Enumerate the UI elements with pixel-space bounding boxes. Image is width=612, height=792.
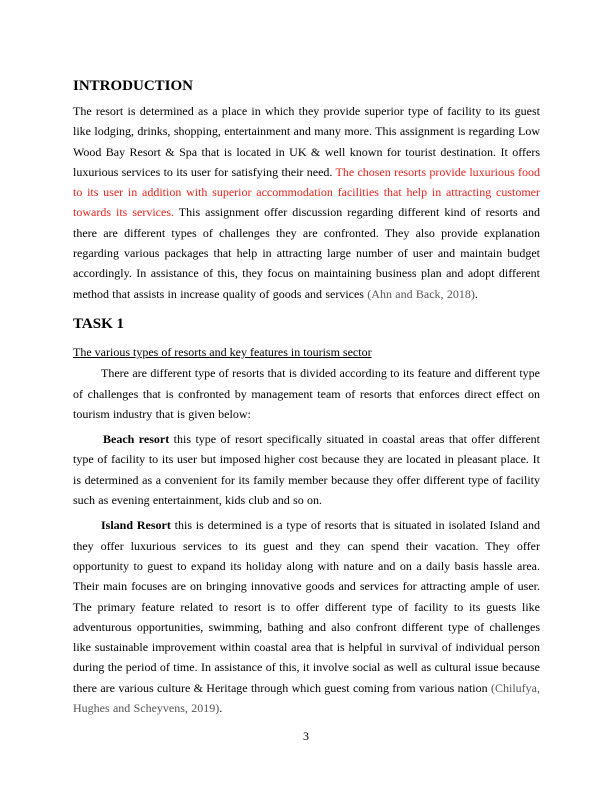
island-citation: (Chilufya, Hughes and Scheyvens, 2019) (73, 680, 540, 716)
intro-highlighted-text: The chosen resorts provide luxurious food to its user in addition with superior accommodation facilities that help in attracting customer towards its services. (73, 164, 540, 220)
introduction-heading: INTRODUCTION (73, 78, 194, 94)
island-resort-text: this is determined is a type of resorts that is situated in isolated Island and they offer luxurious services to its guest and they can spend their vacation. They offer opportunity to guest to expand its holiday along with nature and on a daily basis hassle area. Their main focuses are on bringing innovative goods and services for attracting ample of user. The primary feature related to resort is to offer different type of facility to its guests like adventurous opportunities, swimming, bathing and also confront different type of challenges like sustainable improvement within coastal area that is helpful in survival of individual person during the period of time. In assistance of this, it involve social as well as cultural issue because there are various culture & Heritage through which guest coming from various nation (73, 518, 540, 695)
intro-end: . (474, 286, 478, 301)
beach-resort-paragraph (73, 429, 540, 510)
page-number: 3 (303, 729, 309, 743)
page-content (73, 76, 540, 723)
introduction-paragraph (73, 101, 540, 304)
intro-citation: (Ahn and Back, 2018) (367, 286, 475, 301)
intro-text-part1: The resort is determined as a place in which they provide superior type of facility to its guest like lodging, drinks, shopping, entertainment and many more. This assignment is regarding Low Wood Bay Resort & Spa that is located in UK & well known for tourist destination. It offers luxurious services to its user for satisfying their need. (73, 104, 540, 179)
section-subheading: The various types of resorts and key features in tourism sector (73, 344, 372, 359)
island-end: . (219, 701, 223, 716)
task-heading: TASK 1 (73, 315, 124, 332)
beach-resort-text: this type of resort specifically situated in coastal areas that offer different type of facility to its user but imposed higher cost because they are located in pleasant place. It is determined as a convenient for its family member because they offer different type of facility such as evening entertainment, kids club and so on. (73, 432, 540, 508)
beach-resort-term: Beach resort (103, 432, 170, 447)
island-resort-paragraph (73, 515, 540, 718)
intro-text-part2: This assignment offer discussion regarding different kind of resorts and there are different types of challenges they are confronted. They also provide explanation regarding various packages that help in attracting large number of user and maintain budget accordingly. In assistance of this, they focus on maintaining business plan and adopt different method that assists in increase quality of goods and services (73, 205, 540, 301)
types-intro-paragraph: There are different type of resorts that is divided according to its feature and different type of challenges that is confronted by management team of resorts that enforces direct effect on tourism industry that is given below: (73, 366, 540, 421)
island-resort-term: Island Resort (101, 518, 171, 533)
